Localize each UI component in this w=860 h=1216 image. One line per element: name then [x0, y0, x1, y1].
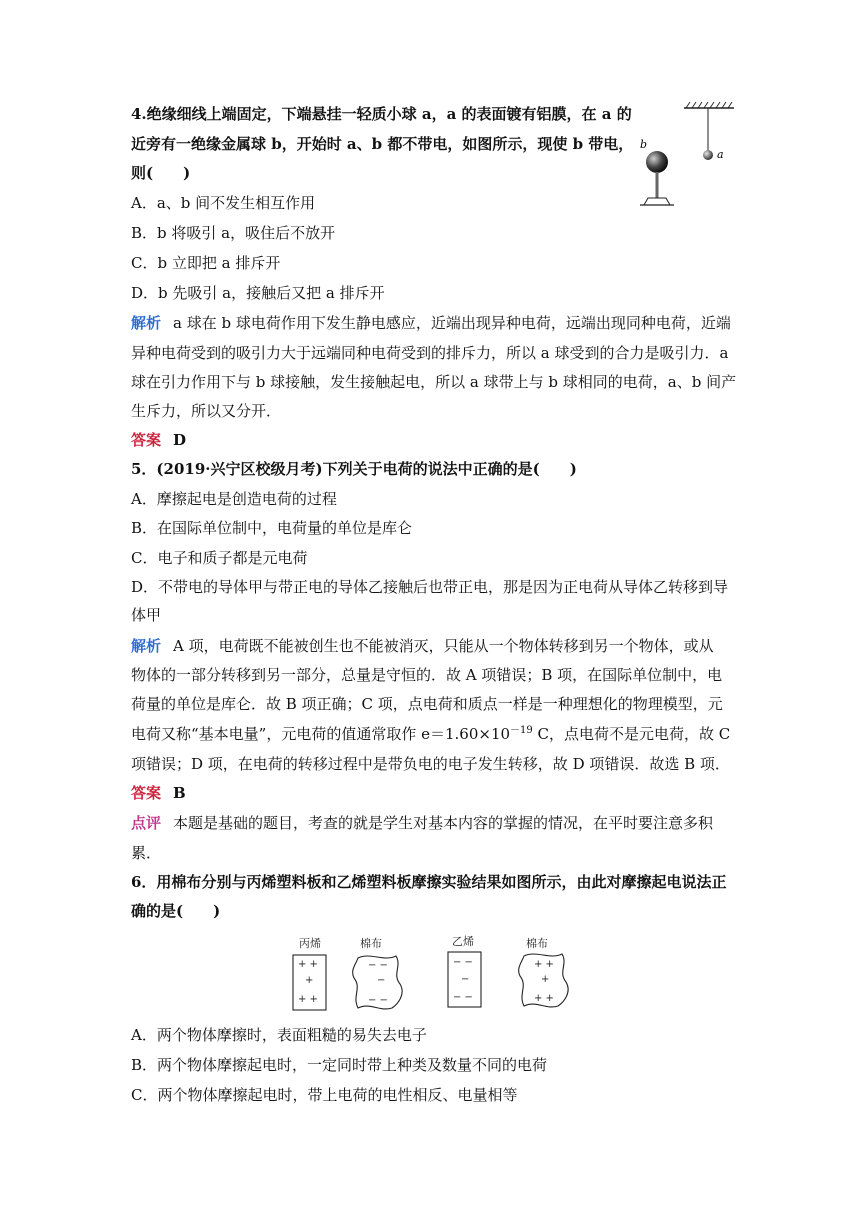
q5-stem: 5．(2019·兴宁区校级月考)下列关于电荷的说法中正确的是( ) — [131, 460, 577, 478]
q4-option-a: A．a、b 间不发生相互作用 — [131, 194, 316, 212]
q4-analysis-line-1 — [131, 313, 731, 333]
q4-analysis-line-3: 球在引力作用下与 b 球接触，发生接触起电，所以 a 球带上与 b 球相同的电荷，a、b 间产 — [131, 373, 737, 391]
analysis-label: 解析 — [131, 637, 162, 655]
q4-option-d: D．b 先吸引 a，接触后又把 a 排斥开 — [131, 284, 385, 302]
comment-label: 点评 — [131, 814, 162, 832]
q5-answer — [131, 783, 186, 803]
svg-text:+ +: + + — [534, 993, 554, 1004]
fig-label-4: 棉布 — [526, 937, 548, 950]
svg-text:+ +: + + — [534, 959, 554, 970]
svg-text:−: − — [377, 975, 386, 986]
svg-text:− −: − − — [368, 995, 388, 1006]
q5-analysis-line-5: 项错误；D 项，在电荷的转移过程中是带负电的电子发生转移，故 D 项错误．故选 B 项． — [131, 755, 730, 773]
q5-analysis-text-1: A 项，电荷既不能被创生也不能被消灭，只能从一个物体转移到另一个物体，或从 — [173, 637, 714, 655]
q6-option-c: C．两个物体摩擦起电时，带上电荷的电性相反、电量相等 — [131, 1086, 518, 1104]
q5-analysis-4-pre: 电荷又称“基本电量”，元电荷的值通常取作 e＝1.60×10 — [131, 725, 511, 743]
answer-label: 答案 — [131, 784, 162, 802]
svg-text:− −: − − — [453, 992, 473, 1003]
q4-option-c: C．b 立即把 a 排斥开 — [131, 254, 281, 272]
svg-text:−: − — [461, 974, 470, 985]
ball-a-icon — [703, 150, 713, 160]
q5-option-a: A．摩擦起电是创造电荷的过程 — [131, 490, 337, 508]
q4-option-b: B．b 将吸引 a，吸住后不放开 — [131, 224, 336, 242]
svg-text:+: + — [541, 974, 550, 985]
q4-analysis-text-1: a 球在 b 球电荷作用下发生静电感应，近端出现异种电荷，远端出现同种电荷，近端 — [173, 314, 731, 332]
fig-label-1: 丙烯 — [299, 937, 321, 950]
q4-stem-line-1: 4.绝缘细线上端固定，下端悬挂一轻质小球 a，a 的表面镀有铝膜，在 a 的 — [131, 105, 632, 123]
q5-analysis-line-2: 物体的一部分转移到另一部分，总量是守恒的．故 A 项错误；B 项，在国际单位制中，电 — [131, 666, 723, 684]
q6-option-b: B．两个物体摩擦起电时，一定同时带上种类及数量不同的电荷 — [131, 1056, 548, 1074]
q6-stem-line-1: 6．用棉布分别与丙烯塑料板和乙烯塑料板摩擦实验结果如图所示，由此对摩擦起电说法正 — [131, 873, 727, 891]
q4-analysis-line-2: 异种电荷受到的吸引力大于远端同种电荷受到的排斥力，所以 a 球受到的合力是吸引力．a — [131, 344, 729, 362]
svg-text:+: + — [305, 975, 314, 986]
q5-analysis-4-post: C，点电荷不是元电荷，故 C — [532, 725, 731, 743]
q5-option-d-line-1: D．不带电的导体甲与带正电的导体乙接触后也带正电，那是因为正电荷从导体乙转移到导 — [131, 578, 729, 596]
label-b: b — [640, 138, 648, 151]
q4-figure-pendulum — [636, 98, 736, 214]
q5-option-b: B．在国际单位制中，电荷量的单位是库仑 — [131, 519, 413, 537]
q4-answer-value: D — [173, 431, 187, 449]
q5-comment-text-1: 本题是基础的题目，考查的就是学生对基本内容的掌握的情况，在平时要注意多积 — [173, 814, 714, 832]
q4-stem-line-3: 则( ) — [131, 164, 191, 182]
q5-comment-line-1 — [131, 813, 713, 833]
q5-analysis-line-1 — [131, 636, 714, 656]
q5-option-d-line-2: 体甲 — [131, 606, 162, 624]
q5-exponent: －19 — [510, 725, 533, 736]
q5-analysis-line-3: 荷量的单位是库仑．故 B 项正确；C 项，点电荷和质点一样是一种理想化的物理模型，元 — [131, 695, 723, 713]
q6-figure-friction — [288, 932, 588, 1020]
q5-option-c: C．电子和质子都是元电荷 — [131, 549, 308, 567]
q6-stem-line-2: 确的是( ) — [131, 902, 221, 920]
q5-comment-line-2: 累． — [131, 844, 162, 862]
q4-stem-line-2: 近旁有一绝缘金属球 b，开始时 a、b 都不带电，如图所示，现使 b 带电， — [131, 135, 634, 153]
q5-analysis-line-4 — [131, 724, 730, 744]
q5-answer-value: B — [173, 784, 186, 802]
ball-b-icon — [646, 151, 668, 173]
svg-text:− −: − − — [453, 957, 473, 968]
svg-text:+ +: + + — [298, 994, 318, 1005]
analysis-label: 解析 — [131, 314, 162, 332]
q4-answer — [131, 430, 186, 450]
svg-text:− −: − − — [368, 960, 388, 971]
label-a: a — [717, 148, 724, 161]
fig-label-2: 棉布 — [360, 937, 382, 950]
q6-option-a: A．两个物体摩擦时，表面粗糙的易失去电子 — [131, 1026, 427, 1044]
q4-analysis-line-4: 生斥力，所以又分开． — [131, 402, 282, 420]
fig-label-3: 乙烯 — [452, 935, 474, 948]
answer-label: 答案 — [131, 431, 162, 449]
svg-text:+ +: + + — [298, 959, 318, 970]
